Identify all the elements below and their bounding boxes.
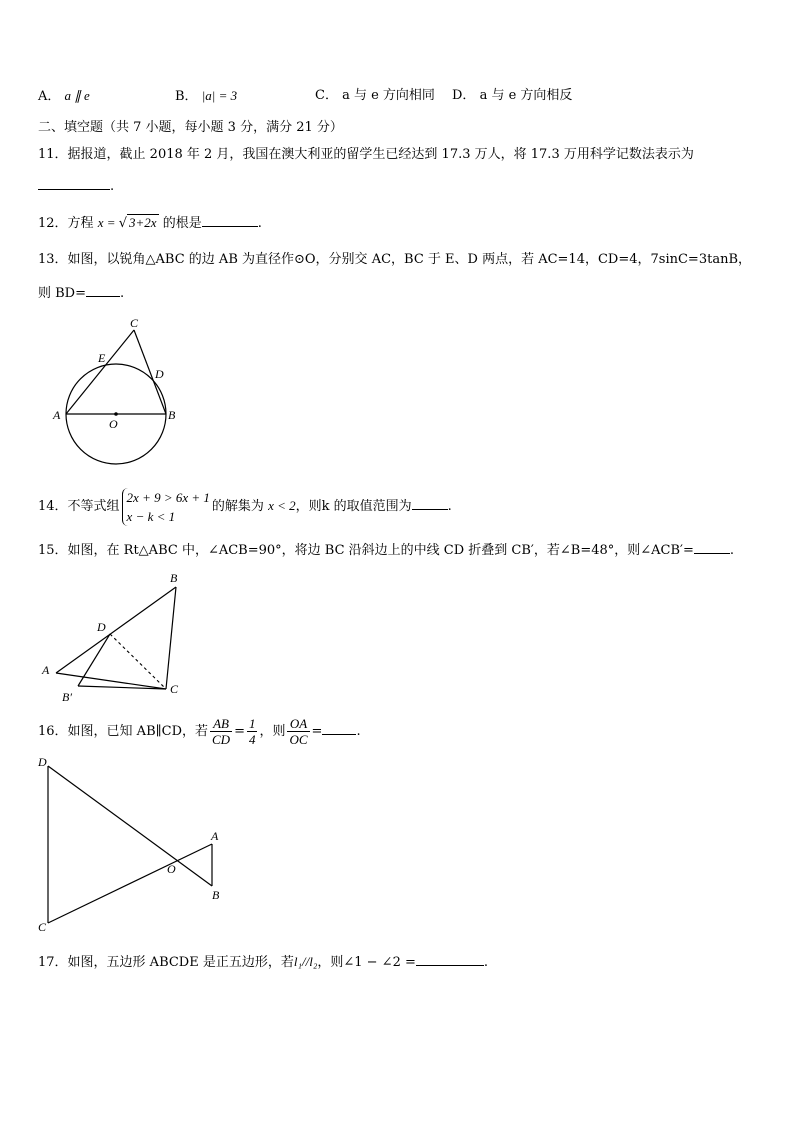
question-14: 14．不等式组 2x + 9 > 6x + 1 x − k < 1 的解集为 x < 2，则k 的取值范围为 .: [38, 489, 452, 524]
label-b: B: [212, 888, 220, 902]
label-a: A: [53, 408, 61, 422]
fraction-ab-cd: $\frac{AB}{CD}$: [212, 716, 231, 747]
label-a: A: [42, 663, 50, 677]
label-b: B: [170, 571, 178, 585]
label-c: C: [170, 682, 179, 696]
question-11-text: 11．据报道，截止 2018 年 2 月，我国在澳大利亚的留学生已经达到 17.3 万人，将 17.3 万用科学记数法表示为: [38, 147, 694, 162]
answer-blank: [416, 951, 484, 966]
label-b: B: [168, 408, 176, 422]
label-c: C: [38, 920, 47, 934]
option-d-label: D．: [452, 88, 476, 103]
option-b-expr: |a| = 3: [201, 88, 238, 103]
label-o: O: [167, 862, 176, 876]
question-13-text: 13．如图，以锐角△ABC 的边 AB 为直径作⊙O，分别交 AC，BC 于 E、D 两点，若 AC=14，CD=4，7sinC=3tanB，: [38, 252, 751, 267]
option-c-text: a 与 e 方向相同: [342, 88, 435, 103]
label-a: A: [211, 829, 219, 843]
question-11-answer-line: .: [38, 175, 114, 197]
question-16: 16．如图，已知 AB∥CD，若 $\frac{AB}{CD}$ = $\frac{1}{4}$ ，则 $\frac{OA}{OC}$ = .: [38, 716, 361, 747]
inequality-system: 2x + 9 > 6x + 1 x − k < 1: [122, 488, 210, 526]
label-b-prime: B′: [62, 690, 72, 704]
segment-db: [48, 766, 212, 886]
label-o: O: [109, 417, 118, 431]
question-13-line2: 则 BD= .: [38, 282, 124, 304]
radicand: 3+2x: [129, 215, 157, 230]
question-12: 12．方程 x = √ 3+2x 的根是 .: [38, 212, 262, 234]
label-d: D: [38, 755, 47, 769]
option-b-label: B．: [175, 89, 198, 104]
fraction-one-quarter: $\frac{1}{4}$: [248, 716, 256, 747]
section-header: 二、填空题（共 7 小题，每小题 3 分，满分 21 分）: [38, 120, 343, 135]
option-c-label: C．: [315, 88, 338, 103]
label-e: E: [98, 351, 106, 365]
question-15: 15．如图，在 Rt△ABC 中，∠ACB=90°，将边 BC 沿斜边上的中线 CD 折叠到 CB′，若∠B=48°，则∠ACB′= .: [38, 539, 734, 561]
fraction-oa-oc: $\frac{OA}{OC}$: [289, 716, 308, 747]
option-a-expr: a ∥ e: [64, 88, 90, 103]
label-c: C: [130, 316, 139, 330]
option-d-text: a 与 e 方向相反: [479, 88, 573, 103]
label-d: D: [155, 367, 164, 381]
question-17: 17．如图，五边形 ABCDE 是正五边形，若l₁//l₂，则∠1 − ∠2 = .: [38, 951, 488, 973]
option-a-label: A．: [38, 89, 61, 104]
label-d: D: [97, 620, 106, 634]
segment-ca: [48, 844, 212, 923]
